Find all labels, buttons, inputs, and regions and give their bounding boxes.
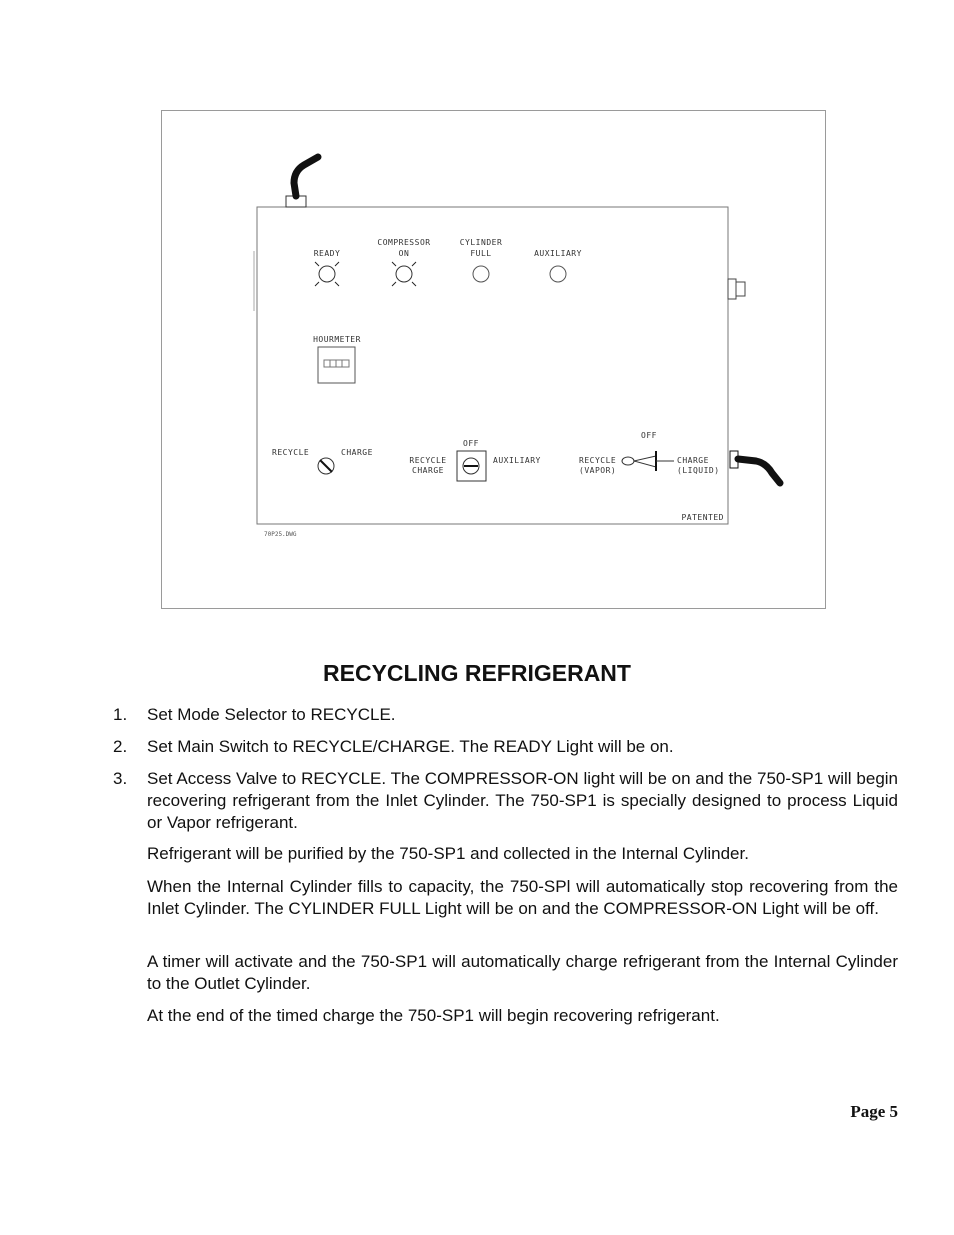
access-valve-off-label: OFF [641, 431, 657, 440]
main-switch [457, 451, 486, 481]
section-heading: RECYCLING REFRIGERANT [323, 660, 631, 686]
step-number-3: 3. [113, 769, 128, 788]
main-switch-auxiliary-label: AUXILIARY [493, 456, 541, 465]
access-valve-recycle-label: RECYCLE [579, 456, 617, 465]
step-text-2: Set Main Switch to RECYCLE/CHARGE. The READY Light will be on. [147, 737, 674, 756]
paragraph-end-charge: At the end of the timed charge the 750-SP1 will begin recovering refrigerant. [147, 1006, 720, 1025]
side-fitting-cap [736, 282, 745, 296]
page-number: Page 5 [850, 1102, 898, 1121]
access-valve-charge-label: CHARGE [677, 456, 709, 465]
main-switch-recycle-label: RECYCLE [409, 456, 447, 465]
patented-label: PATENTED [681, 513, 724, 522]
mode-selector-recycle-label: RECYCLE [272, 448, 310, 457]
step-text-3: Set Access Valve to RECYCLE. The COMPRESSOR-ON light will be on and the 750-SP1 will begin recovering refrigerant from the Inlet Cylinder. The 750-SP1 is specially designed to process Liquid or Vapor refrigerant. [147, 769, 898, 832]
main-switch-off-label: OFF [463, 439, 479, 448]
light-label-compressor: COMPRESSOR [377, 238, 431, 247]
main-switch-charge-label: CHARGE [412, 466, 444, 475]
access-valve-handle [622, 451, 674, 471]
control-panel-drawing [162, 111, 827, 610]
hourmeter-label: HOURMETER [313, 335, 361, 344]
cylinder-full-light [473, 266, 489, 282]
mode-selector-knob [318, 458, 334, 474]
light-label-auxiliary: AUXILIARY [534, 249, 582, 258]
paragraph-timer: A timer will activate and the 750-SP1 will automatically charge refrigerant from the Internal Cylinder to the Outlet Cylinder. [147, 952, 898, 993]
outlet-hose [738, 459, 780, 483]
access-valve-liquid-label: (LIQUID) [677, 466, 720, 475]
inlet-hose [294, 157, 318, 196]
step-text-1: Set Mode Selector to RECYCLE. [147, 705, 396, 724]
access-valve-vapor-label: (VAPOR) [579, 466, 617, 475]
light-label-full: FULL [470, 249, 492, 258]
paragraph-cylinder-full: When the Internal Cylinder fills to capacity, the 750-SPl will automatically stop recovering from the Inlet Cylinder. The CYLINDER FULL Light will be on and the COMPRESSOR-ON Light will be off. [147, 877, 898, 918]
ready-light-lit [315, 262, 339, 286]
mode-selector-charge-label: CHARGE [341, 448, 373, 457]
step-number-2: 2. [113, 737, 128, 756]
light-label-cylinder: CYLINDER [459, 238, 503, 247]
auxiliary-light [550, 266, 566, 282]
paragraph-purified: Refrigerant will be purified by the 750-SP1 and collected in the Internal Cylinder. [147, 844, 749, 863]
step-number-1: 1. [113, 705, 128, 724]
compressor-light-lit [392, 262, 416, 286]
light-label-ready: READY [313, 249, 341, 258]
light-label-compressor-on: ON [398, 249, 410, 258]
drawing-id: 70P25.DWG [264, 531, 297, 538]
control-panel-figure [161, 110, 826, 609]
side-fitting [728, 279, 736, 299]
